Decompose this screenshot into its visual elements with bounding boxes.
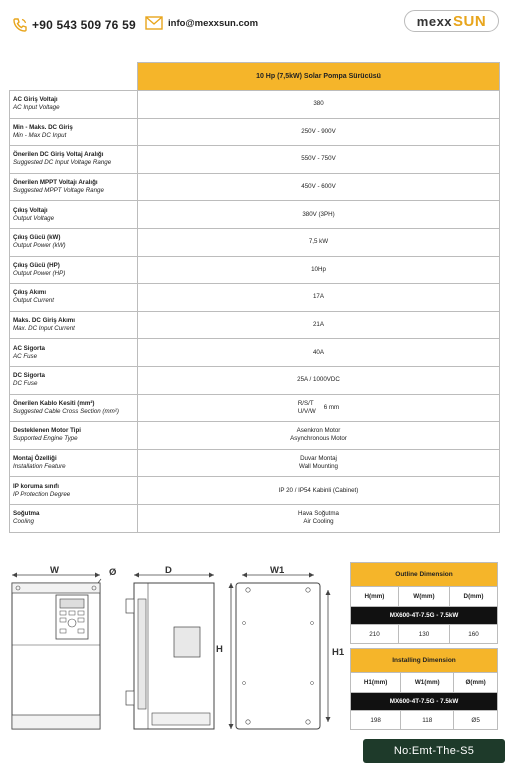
email-contact[interactable] (145, 16, 258, 30)
spec-value: 17A (138, 284, 500, 312)
drive-back-body (236, 583, 320, 729)
label-en: Output Voltage (13, 214, 55, 222)
installing-model: MX600-4T-7.5G - 7.5kW (351, 693, 498, 711)
front-view-drawing (8, 563, 120, 735)
back-view-drawing (228, 563, 346, 735)
label-en: DC Fuse (13, 380, 38, 388)
label-en: Suggested Cable Cross Section (mm²) (13, 407, 119, 415)
value-line-2: Wall Mounting (299, 463, 338, 471)
bottom-mount (12, 715, 100, 729)
label-en: AC Input Voltage (13, 104, 60, 112)
spec-label (10, 394, 138, 422)
side-bracket (126, 691, 134, 705)
side-bracket (126, 599, 134, 613)
spec-row (10, 146, 500, 174)
arrow-up (229, 583, 234, 588)
installing-header: W1(mm) (401, 673, 454, 693)
label-tr: Soğutma (13, 510, 40, 518)
cable-spec (298, 400, 339, 416)
label-plate (174, 627, 200, 657)
label-en: Output Power (kW) (13, 242, 66, 250)
value-line-2: Asynchronous Motor (290, 435, 347, 443)
label-tr: Önerilen Kablo Kesiti (mm²) (13, 399, 95, 407)
spec-label (10, 449, 138, 477)
installing-title: Installing Dimension (351, 649, 498, 673)
spec-value (138, 477, 500, 505)
label-tr: Çıkış Gücü (kW) (13, 234, 61, 242)
d-label: D (165, 565, 172, 576)
outline-value: 130 (398, 625, 449, 644)
spec-table (9, 62, 500, 533)
spec-value: 10Hp (138, 256, 500, 284)
spec-row (10, 366, 500, 394)
spec-value (138, 504, 500, 532)
spec-label (10, 311, 138, 339)
cable-size: 6 mm (323, 403, 340, 411)
outline-header: W(mm) (398, 587, 449, 607)
spec-row (10, 311, 500, 339)
w1-label: W1 (270, 565, 285, 576)
spec-value (138, 422, 500, 450)
installing-dimension-table (350, 648, 498, 730)
spec-value (138, 394, 500, 422)
label-tr: Önerilen DC Giriş Voltaj Aralığı (13, 151, 104, 159)
installing-value: Ø5 (454, 711, 498, 730)
header (0, 0, 510, 52)
value-line-1: Asenkron Motor (296, 427, 341, 435)
spec-table-corner (10, 63, 138, 91)
email-address: info@mexxsun.com (168, 17, 259, 29)
label-tr: Çıkış Voltajı (13, 206, 48, 214)
spec-row (10, 256, 500, 284)
arrow-left (12, 573, 17, 578)
spec-row (10, 228, 500, 256)
spec-label (10, 146, 138, 174)
installing-header: Ø(mm) (454, 673, 498, 693)
spec-label (10, 422, 138, 450)
spec-value: 450V - 600V (138, 173, 500, 201)
spec-value (138, 449, 500, 477)
spec-value: 21A (138, 311, 500, 339)
value-line-2: Air Cooling (303, 518, 334, 526)
arrow-up (326, 590, 331, 595)
value-line-1: Duvar Montaj (300, 455, 337, 463)
spec-row (10, 449, 500, 477)
label-en: Supported Engine Type (13, 435, 78, 443)
label-tr: Montaj Özelliği (13, 455, 57, 463)
spec-row (10, 118, 500, 146)
label-tr: Çıkış Gücü (HP) (13, 261, 60, 269)
label-en: Max. DC Input Current (13, 325, 75, 333)
label-tr: Çıkış Akımı (13, 289, 47, 297)
label-en: Suggested DC Input Voltage Range (13, 159, 112, 167)
spec-label (10, 504, 138, 532)
installing-value: 118 (401, 711, 454, 730)
label-en: Output Power (HP) (13, 269, 66, 277)
spec-label (10, 339, 138, 367)
spec-label (10, 477, 138, 505)
outline-model: MX600-4T-7.5G - 7.5kW (351, 607, 498, 625)
outline-dimension-table (350, 562, 498, 644)
spec-row (10, 173, 500, 201)
spec-value: 380 (138, 91, 500, 119)
spec-value: 25A / 1000VDC (138, 366, 500, 394)
spec-row (10, 284, 500, 312)
arrow-left (242, 573, 247, 578)
spec-row-cable (10, 394, 500, 422)
label-tr: Desteklenen Motor Tipi (13, 427, 81, 435)
spec-row (10, 477, 500, 505)
keypad-display (60, 599, 84, 608)
spec-label (10, 366, 138, 394)
label-tr: IP koruma sınıfı (13, 482, 59, 490)
value-line-1: Hava Soğutma (298, 510, 339, 518)
top-mount (12, 583, 100, 593)
label-tr: DC Sigorta (13, 372, 45, 380)
phone-number: +90 543 509 76 59 (32, 18, 136, 32)
arrow-left (134, 573, 139, 578)
label-en: AC Fuse (13, 352, 38, 360)
spec-row (10, 91, 500, 119)
h-label-holder (216, 640, 230, 656)
spec-label (10, 201, 138, 229)
spec-label (10, 118, 138, 146)
label-en: Installation Feature (13, 463, 66, 471)
spec-label (10, 91, 138, 119)
spec-value: 40A (138, 339, 500, 367)
label-tr: Min - Maks. DC Giriş (13, 123, 73, 131)
label-tr: AC Giriş Voltajı (13, 96, 58, 104)
h1-label: H1 (332, 647, 345, 658)
arrow-right (309, 573, 314, 578)
outline-value: 210 (351, 625, 399, 644)
spec-row (10, 339, 500, 367)
model-title: 10 Hp (7,5kW) Solar Pompa Sürücüsü (138, 63, 500, 91)
logo-mexx: mexx (416, 13, 453, 29)
spec-label (10, 256, 138, 284)
arrow-down (326, 717, 331, 722)
phone-icon (12, 17, 28, 33)
spec-value: 550V - 750V (138, 146, 500, 174)
arrow-right (209, 573, 214, 578)
label-tr: Maks. DC Giriş Akımı (13, 317, 76, 325)
label-tr: Önerilen MPPT Voltajı Aralığı (13, 179, 98, 187)
label-en: Cooling (13, 518, 34, 526)
envelope-icon (145, 16, 163, 30)
spec-value: 380V (3PH) (138, 201, 500, 229)
label-tr: AC Sigorta (13, 344, 45, 352)
spec-row (10, 422, 500, 450)
diameter-label: Ø (109, 567, 117, 578)
logo-sun: SUN (453, 12, 487, 30)
spec-row (10, 201, 500, 229)
arrow-down (229, 724, 234, 729)
label-en: Min - Max DC Input (13, 131, 67, 139)
outline-value: 160 (449, 625, 497, 644)
outline-header: H(mm) (351, 587, 399, 607)
terminal-input: R/S/T (297, 399, 314, 407)
spec-value: 250V - 900V (138, 118, 500, 146)
value-line-1: IP 20 / IP54 Kabinli (Cabinet) (278, 486, 359, 494)
spec-label (10, 173, 138, 201)
bottom-vent (152, 713, 210, 725)
cable-terminals (298, 400, 316, 416)
w-label: W (50, 565, 59, 576)
outline-title: Outline Dimension (351, 563, 498, 587)
document-code: No:Emt-The-S5 (393, 745, 475, 757)
brand-logo (404, 10, 499, 32)
installing-header: H1(mm) (351, 673, 401, 693)
spec-row (10, 504, 500, 532)
spec-label (10, 228, 138, 256)
arrow-right (95, 573, 100, 578)
vent-grille (138, 599, 146, 709)
document-code-badge (363, 739, 505, 763)
phone-contact[interactable] (12, 17, 136, 33)
label-en: Output Current (13, 297, 54, 305)
side-view-drawing (122, 563, 222, 735)
label-en: IP Protection Degree (13, 490, 71, 498)
spec-value: 7,5 kW (138, 228, 500, 256)
spec-label (10, 284, 138, 312)
installing-value: 198 (351, 711, 401, 730)
h-label: H (216, 644, 223, 655)
label-en: Suggested MPPT Voltage Range (13, 187, 104, 195)
outline-header: D(mm) (449, 587, 497, 607)
terminal-output: U/V/W (297, 407, 316, 415)
